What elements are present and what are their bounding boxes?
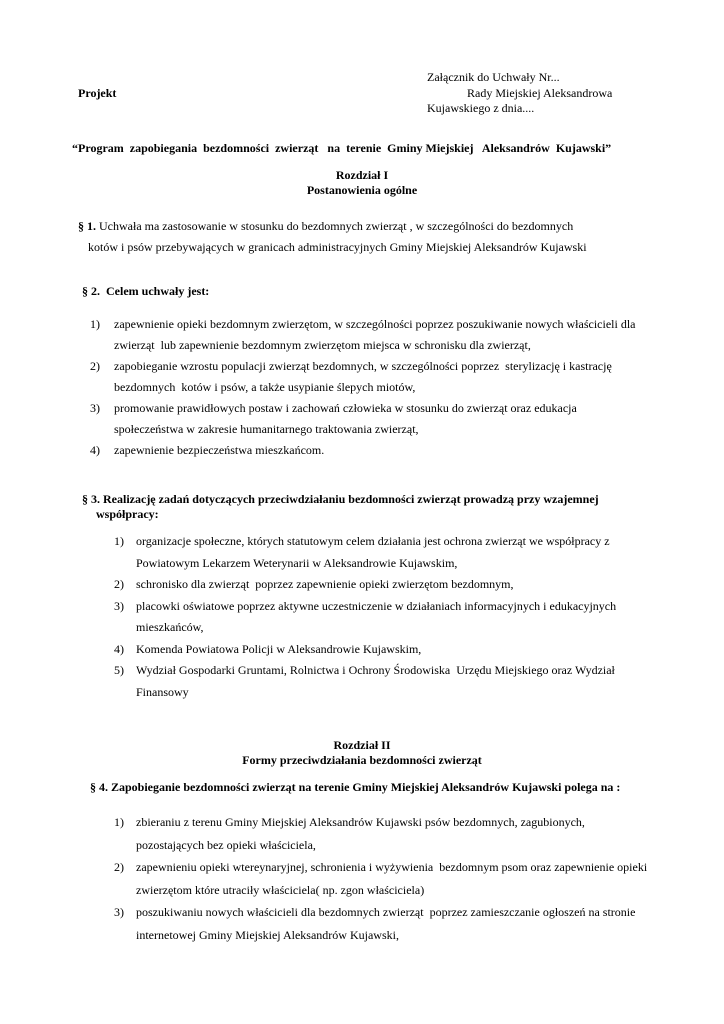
paragraph-4-heading: § 4. Zapobieganie bezdomności zwierząt na terenie Gminy Miejskiej Aleksandrów Kujawski polega na : bbox=[90, 780, 621, 794]
projekt-label: Projekt bbox=[78, 86, 117, 100]
paragraph-3-heading-line-1: § 3. Realizację zadań dotyczących przeciwdziałaniu bezdomności zwierząt prowadzą przy wzajemnej bbox=[82, 492, 599, 506]
list-item-number: 2) bbox=[114, 860, 124, 874]
list-item-text: zapobieganie wzrostu populacji zwierząt bezdomnych, w szczególności poprzez sterylizację i kastrację bbox=[114, 359, 612, 373]
list-item-number: 1) bbox=[114, 534, 124, 548]
paragraph-1-mark: § 1. bbox=[78, 219, 96, 233]
list-item-number: 1) bbox=[114, 815, 124, 829]
list-item-number: 1) bbox=[90, 317, 100, 331]
list-item-text: Wydział Gospodarki Gruntami, Rolnictwa i Ochrony Środowiska Urzędu Miejskiego oraz Wydział bbox=[136, 663, 615, 677]
attachment-line-1: Załącznik do Uchwały Nr... bbox=[427, 70, 560, 84]
list-item-text: zapewnienie opieki bezdomnym zwierzętom, w szczególności poprzez poszukiwanie nowych właścicieli dla bbox=[114, 317, 636, 331]
list-item-text: placowki oświatowe poprzez aktywne uczestniczenie w działaniach informacyjnych i edukacyjnych bbox=[136, 598, 617, 613]
list-item-number: 3) bbox=[90, 401, 100, 415]
list-item-text: zbieraniu z terenu Gminy Miejskiej Aleksandrów Kujawski psów bezdomnych, zagubionych, bbox=[136, 815, 585, 829]
list-item-text: społeczeństwa w zakresie humanitarnego traktowania zwierząt, bbox=[114, 422, 419, 436]
list-item-text: bezdomnych kotów i psów, a także usypianie ślepych miotów, bbox=[114, 380, 416, 394]
list-item-text: organizacje społeczne, których statutowym celem działania jest ochrona zwierząt we współpracy z bbox=[136, 534, 610, 548]
paragraph-3-heading-line-2: współpracy: bbox=[96, 507, 159, 521]
list-item-number: 2) bbox=[90, 359, 100, 373]
chapter-1-heading: Rozdział I bbox=[335, 168, 389, 182]
chapter-2-heading: Rozdział II bbox=[333, 738, 391, 752]
paragraph-1-text-1: Uchwała ma zastosowanie w stosunku do bezdomnych zwierząt , w szczególności do bezdomnych bbox=[96, 219, 574, 233]
list-item-number: 5) bbox=[114, 663, 124, 677]
attachment-line-3: Kujawskiego z dnia.... bbox=[427, 101, 535, 115]
list-item-text: zwierząt lub zapewnienie bezdomnym zwierzętom miejsca w schronisku dla zwierząt, bbox=[114, 338, 531, 352]
chapter-2-subheading: Formy przeciwdziałania bezdomności zwierząt bbox=[242, 753, 482, 767]
list-item-text: pozostających bez opieki właściciela, bbox=[136, 837, 316, 852]
list-item-number: 4) bbox=[114, 641, 124, 656]
chapter-1-subheading: Postanowienia ogólne bbox=[306, 183, 418, 197]
list-item-text: Finansowy bbox=[136, 684, 189, 699]
list-item-number: 3) bbox=[114, 598, 124, 613]
list-item-text: zapewnieniu opieki wtereynaryjnej, schronienia i wyżywienia bezdomnym psom oraz zapewnienie opieki bbox=[136, 860, 648, 874]
list-item-number: 3) bbox=[114, 905, 124, 919]
list-item-text: zapewnienie bezpieczeństwa mieszkańcom. bbox=[114, 443, 325, 457]
paragraph-1-line-1 bbox=[78, 219, 573, 234]
list-item-number: 4) bbox=[90, 443, 100, 457]
document-title: “Program zapobiegania bezdomności zwierząt na terenie Gminy Miejskiej Aleksandrów Kujawski” bbox=[72, 141, 612, 155]
list-item-text: promowanie prawidłowych postaw i zachowań człowieka w stosunku do zwierząt oraz edukacja bbox=[114, 401, 577, 415]
list-item-text: schronisko dla zwierząt poprzez zapewnienie opieki zwierzętom bezdomnym, bbox=[136, 577, 514, 591]
list-item-text: Komenda Powiatowa Policji w Aleksandrowie Kujawskim, bbox=[136, 641, 422, 656]
paragraph-1-line-2: kotów i psów przebywających w granicach administracyjnych Gminy Miejskiej Aleksandrów Kujawski bbox=[88, 240, 587, 254]
list-item-text: zwierzętom które utraciły właściciela( np. zgon właściciela) bbox=[136, 882, 425, 897]
list-item-text: internetowej Gminy Miejskiej Aleksandrów Kujawski, bbox=[136, 927, 399, 942]
paragraph-2-heading: § 2. Celem uchwały jest: bbox=[82, 284, 210, 298]
list-item-text: Powiatowym Lekarzem Weterynarii w Aleksandrowie Kujawskim, bbox=[136, 555, 458, 570]
list-item-number: 2) bbox=[114, 577, 124, 591]
attachment-line-2: Rady Miejskiej Aleksandrowa bbox=[467, 86, 613, 100]
list-item-text: poszukiwaniu nowych właścicieli dla bezdomnych zwierząt poprzez zamieszczanie ogłoszeń na stronie bbox=[136, 905, 636, 919]
list-item-text: mieszkańców, bbox=[136, 620, 204, 634]
